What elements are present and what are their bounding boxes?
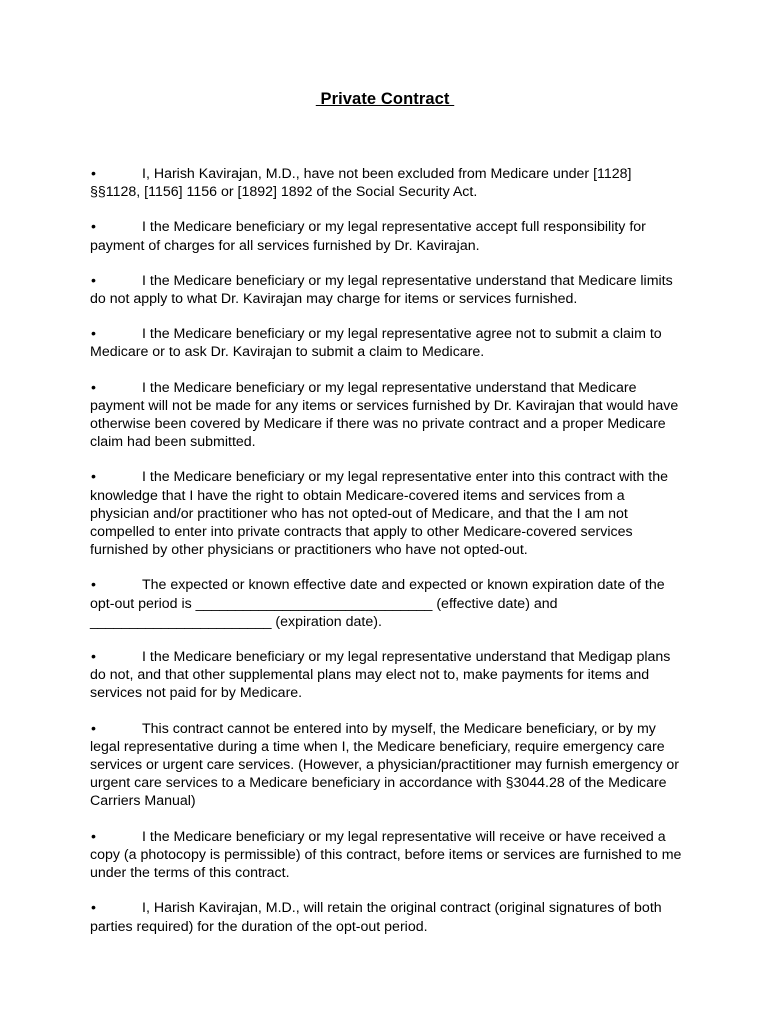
clause-item (90, 899, 685, 935)
bullet-icon: • (91, 720, 96, 737)
clause-item (90, 272, 685, 308)
clause-item (90, 379, 685, 452)
clause-item (90, 828, 685, 883)
clause-text: The expected or known effective date and expected or known expiration date of the opt-out period is ______________________________ (effective date) and _______________________ (expiration date). (90, 577, 665, 630)
clause-text: I, Harish Kavirajan, M.D., have not been excluded from Medicare under [1128] §§1128, [1156] 1156 or [1892] 1892 of the Social Security Act. (90, 166, 632, 201)
clause-item (90, 720, 685, 811)
bullet-icon: • (91, 166, 96, 182)
clause-list (90, 165, 685, 953)
clause-item (90, 325, 685, 361)
bullet-icon: • (91, 379, 96, 396)
clause-text: I the Medicare beneficiary or my legal representative agree not to submit a claim to Medicare or to ask Dr. Kavirajan to submit a claim to Medicare. (90, 326, 662, 361)
bullet-icon: • (91, 649, 96, 666)
clause-item (90, 468, 685, 559)
clause-item (90, 165, 685, 201)
bullet-icon: • (91, 469, 96, 486)
clause-item (90, 648, 685, 703)
bullet-icon: • (91, 828, 96, 845)
clause-item (90, 576, 685, 631)
bullet-icon: • (91, 900, 96, 917)
bullet-icon: • (91, 577, 96, 594)
bullet-icon: • (91, 219, 96, 236)
clause-text: This contract cannot be entered into by myself, the Medicare beneficiary, or by my legal representative during a time when I, the Medicare beneficiary, require emergency care services or urgent care services. (However, a physician/practitioner may furnish emergency or urgent care services to a Medicare beneficiary in accordance with §3044.28 of the Medicare Carriers Manual) (90, 720, 680, 810)
clause-text: I the Medicare beneficiary or my legal representative enter into this contract with the knowledge that I have the right to obtain Medicare-covered items and services from a physician and/or practitioner who has not opted-out of Medicare, and that the I am not compelled to enter into private contracts that apply to other Medicare-covered services furnished by other physicians or practitioners who have not opted-out. (90, 469, 668, 559)
clause-text: I the Medicare beneficiary or my legal representative accept full responsibility for payment of charges for all services furnished by Dr. Kavirajan. (90, 219, 646, 254)
clause-text: I the Medicare beneficiary or my legal representative understand that Medicare payment will not be made for any items or services furnished by Dr. Kavirajan that would have otherwise been covered by Medicare if there was no private contract and a proper Medicare claim had been submitted. (90, 379, 679, 451)
clause-text: I the Medicare beneficiary or my legal representative understand that Medigap plans do not, and that other supplemental plans may elect not to, make payments for items and services not paid for by Medicare. (90, 649, 671, 702)
clause-text: I the Medicare beneficiary or my legal representative will receive or have received a copy (a photocopy is permissible) of this contract, before items or services are furnished to me under the terms of this contract. (90, 828, 682, 882)
bullet-icon: • (91, 326, 96, 343)
document-title: Private Contract (315, 90, 455, 108)
bullet-icon: • (91, 272, 96, 289)
clause-text: I, Harish Kavirajan, M.D., will retain the original contract (original signatures of both parties required) for the duration of the opt-out period. (90, 900, 662, 935)
clause-text: I the Medicare beneficiary or my legal representative understand that Medicare limits do not apply to what Dr. Kavirajan may charge for items or services furnished. (90, 272, 673, 308)
clause-item (90, 218, 685, 254)
